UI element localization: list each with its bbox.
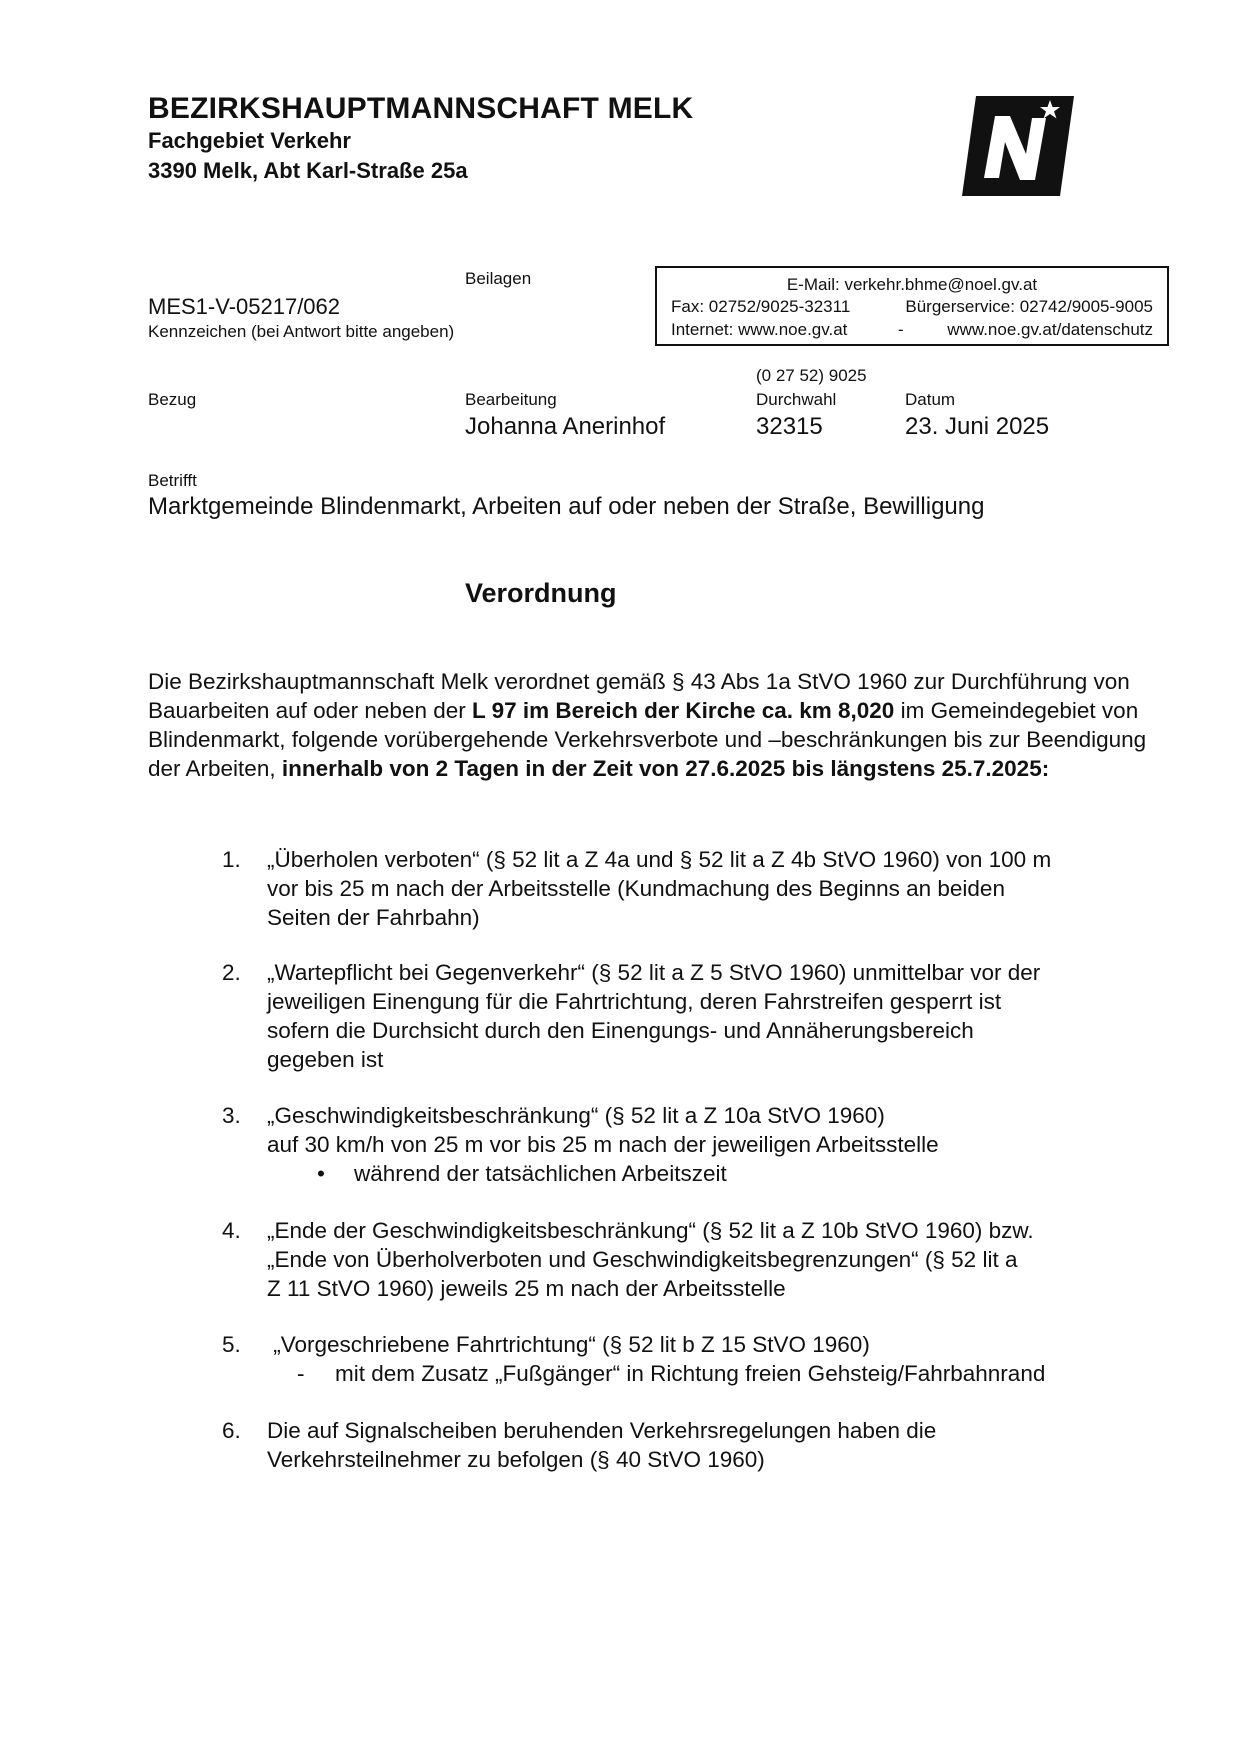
contact-separator: - xyxy=(898,320,904,339)
dash-marker: - xyxy=(297,1361,305,1386)
sub-dash-text: mit dem Zusatz „Fußgänger“ in Richtung freien Gehsteig/Fahrbahnrand xyxy=(335,1361,1046,1386)
noe-logo-icon xyxy=(962,96,1074,196)
list-item-line: „Wartepflicht bei Gegenverkehr“ (§ 52 lit a Z 5 StVO 1960) unmittelbar vor der xyxy=(267,960,1041,985)
list-item-number: 3. xyxy=(222,1103,241,1128)
beilagen-label: Beilagen xyxy=(465,269,532,288)
contact-internet[interactable]: Internet: www.noe.gv.at xyxy=(671,320,848,339)
intro-bold-period: innerhalb von 2 Tagen in der Zeit von 27.6.2025 bis längstens 25.7.2025: xyxy=(281,756,1050,781)
list-item-number: 4. xyxy=(222,1218,241,1243)
list-item-number: 1. xyxy=(222,847,241,872)
list-item-text xyxy=(267,1216,1157,1303)
list-item-line: „Vorgeschriebene Fahrtrichtung“ (§ 52 lit b Z 15 StVO 1960) xyxy=(267,1332,870,1357)
contact-fax: Fax: 02752/9025-32311 xyxy=(671,297,851,316)
reference-number: MES1-V-05217/062 xyxy=(148,294,341,319)
list-item-line: „Überholen verboten“ (§ 52 lit a Z 4a und § 52 lit a Z 4b StVO 1960) von 100 m xyxy=(267,847,1052,872)
contact-datenschutz-link[interactable]: www.noe.gv.at/datenschutz xyxy=(947,320,1153,339)
bezug-label: Bezug xyxy=(148,390,197,409)
organization-name: BEZIRKSHAUPTMANNSCHAFT MELK xyxy=(148,92,694,125)
list-item-line: „Geschwindigkeitsbeschränkung“ (§ 52 lit a Z 10a StVO 1960) xyxy=(267,1103,885,1128)
phone-prefix: (0 27 52) 9025 xyxy=(756,366,867,385)
list-item-line: Verkehrsteilnehmer zu befolgen (§ 40 StVO 1960) xyxy=(267,1447,765,1472)
durchwahl-label: Durchwahl xyxy=(756,390,837,409)
sub-bullet-text: während der tatsächlichen Arbeitszeit xyxy=(354,1161,727,1186)
durchwahl-value: 32315 xyxy=(756,413,823,440)
list-item-line: „Ende von Überholverboten und Geschwindigkeitsbegrenzungen“ (§ 52 lit a xyxy=(267,1247,1018,1272)
intro-text-2: im Gemeindegebiet von Blindenmarkt, folgende vorübergehende Verkehrsverbote und –beschränkungen bis zur Beendigung der Arbeiten, xyxy=(148,698,1147,781)
list-item-number: 2. xyxy=(222,960,241,985)
contact-buergerservice: Bürgerservice: 02742/9005-9005 xyxy=(905,297,1153,316)
bearbeitung-value: Johanna Anerinhof xyxy=(465,413,666,440)
subject-label: Betrifft xyxy=(148,471,197,490)
list-item-line: Z 11 StVO 1960) jeweils 25 m nach der Arbeitsstelle xyxy=(267,1276,786,1301)
list-item-text xyxy=(267,1416,1157,1474)
datum-label: Datum xyxy=(905,390,956,409)
document-title: Verordnung xyxy=(465,578,617,608)
intro-bold-location: L 97 im Bereich der Kirche ca. km 8,020 xyxy=(472,698,895,723)
list-item-line: Seiten der Fahrbahn) xyxy=(267,905,480,930)
list-item-line: „Ende der Geschwindigkeitsbeschränkung“ (§ 52 lit a Z 10b StVO 1960) bzw. xyxy=(267,1218,1034,1243)
list-item-line: Die auf Signalscheiben beruhenden Verkehrsregelungen haben die xyxy=(267,1418,937,1443)
list-item-line: jeweiligen Einengung für die Fahrtrichtung, deren Fahrstreifen gesperrt ist xyxy=(267,989,1002,1014)
bearbeitung-label: Bearbeitung xyxy=(465,390,557,409)
list-item-line: vor bis 25 m nach der Arbeitsstelle (Kundmachung des Beginns an beiden xyxy=(267,876,1005,901)
intro-paragraph xyxy=(148,667,1148,783)
list-item-number: 6. xyxy=(222,1418,241,1443)
list-item-text xyxy=(267,1330,1157,1359)
list-item-line: auf 30 km/h von 25 m vor bis 25 m nach der jeweiligen Arbeitsstelle xyxy=(267,1132,939,1157)
datum-value: 23. Juni 2025 xyxy=(905,413,1050,440)
contact-email[interactable]: E-Mail: verkehr.bhme@noel.gv.at xyxy=(786,275,1038,294)
list-item-line: sofern die Durchsicht durch den Einengungs- und Annäherungsbereich xyxy=(267,1018,974,1043)
contact-box xyxy=(655,266,1169,346)
list-item-line: gegeben ist xyxy=(267,1047,384,1072)
list-item-text xyxy=(267,958,1157,1074)
bullet-icon: • xyxy=(317,1161,325,1186)
list-item-text xyxy=(267,1101,1157,1159)
office-address: 3390 Melk, Abt Karl-Straße 25a xyxy=(148,158,468,183)
department-name: Fachgebiet Verkehr xyxy=(148,128,351,153)
subject-text: Marktgemeinde Blindenmarkt, Arbeiten auf oder neben der Straße, Bewilligung xyxy=(148,493,985,520)
list-item-number: 5. xyxy=(222,1332,241,1357)
list-item-text xyxy=(267,845,1157,932)
intro-text-1: Die Bezirkshauptmannschaft Melk verordnet gemäß § 43 Abs 1a StVO 1960 zur Durchführung von Bauarbeiten auf oder neben der xyxy=(148,669,1130,723)
reference-note: Kennzeichen (bei Antwort bitte angeben) xyxy=(148,322,455,341)
